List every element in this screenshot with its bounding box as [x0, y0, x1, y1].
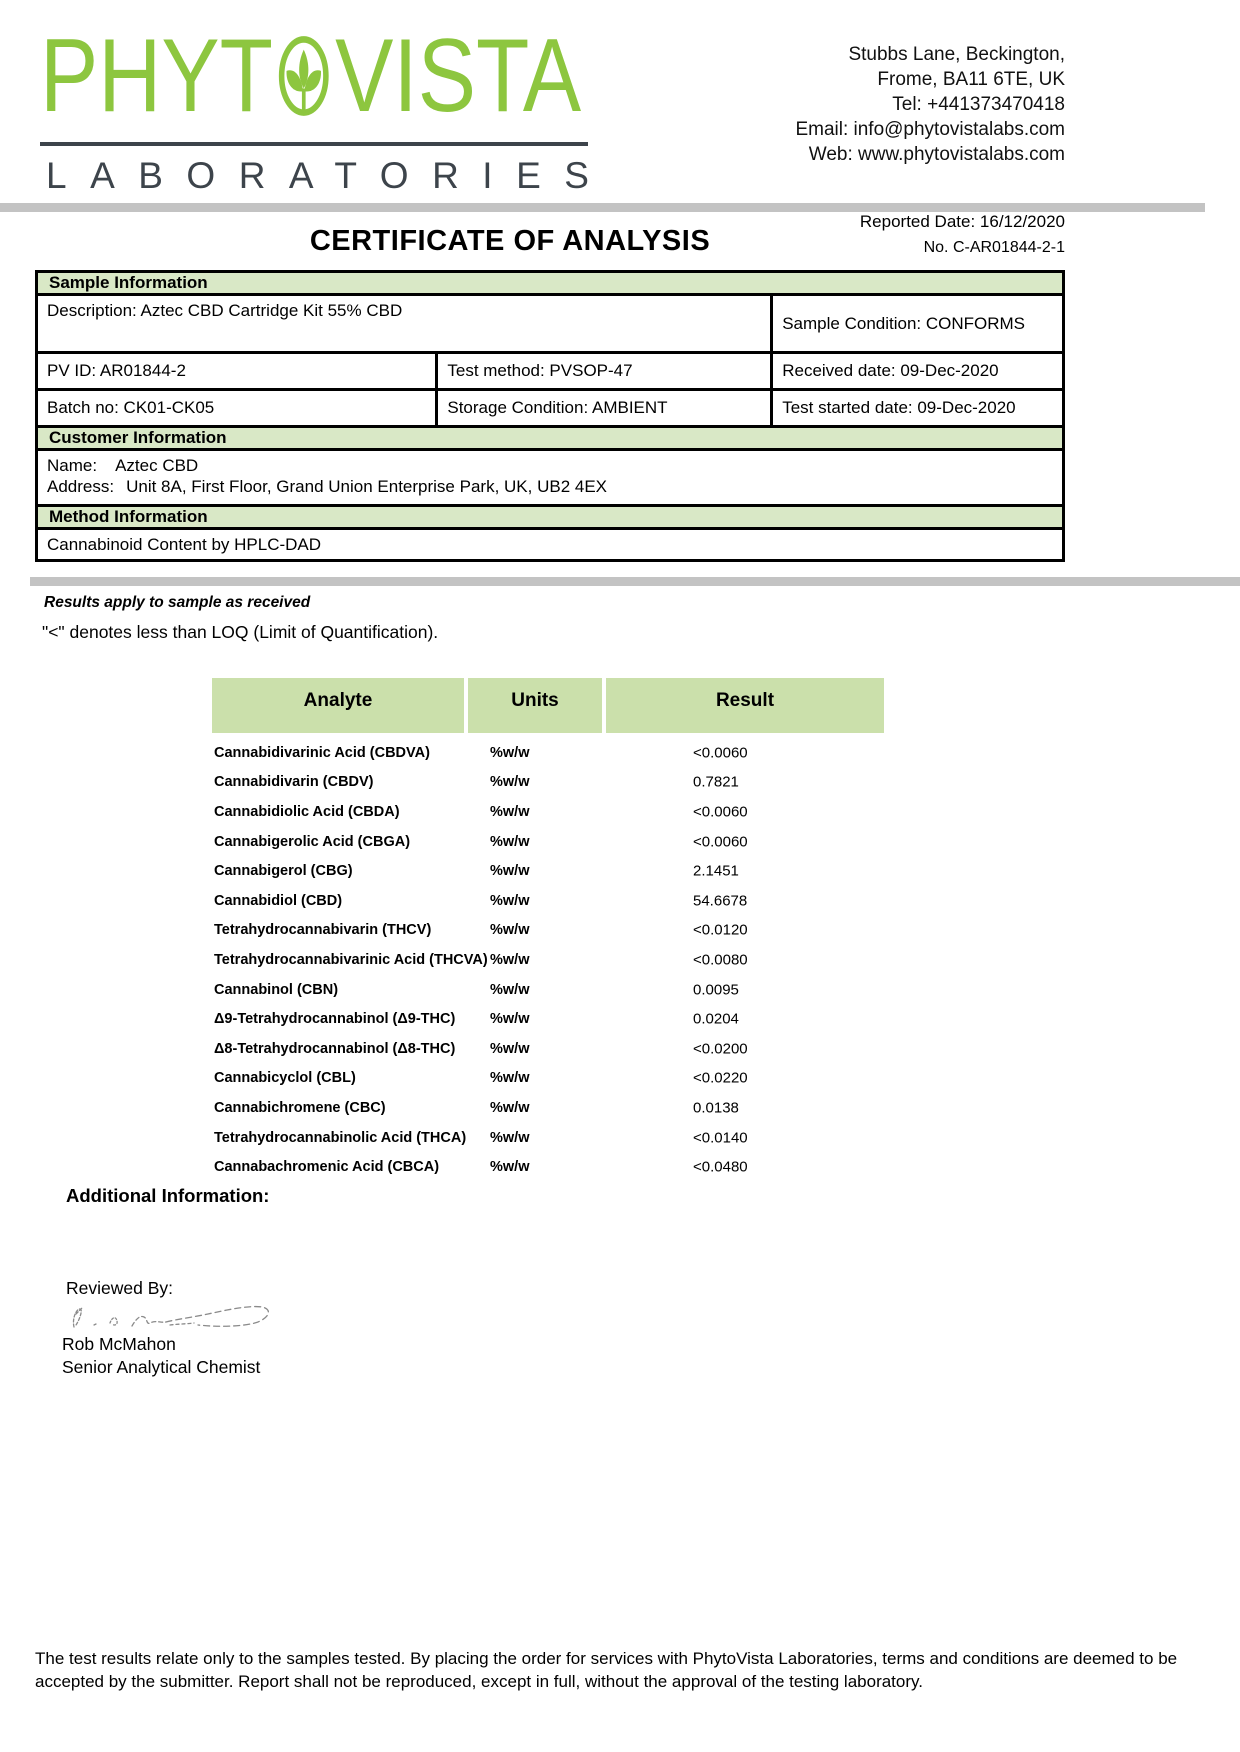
analyte-result: 0.0095	[693, 981, 739, 999]
table-row	[212, 1004, 884, 1034]
analyte-result: 54.6678	[693, 892, 748, 910]
lab-email: Email: info@phytovistalabs.com	[795, 119, 1065, 140]
analyte-units: %w/w	[490, 1011, 530, 1028]
analyte-units: %w/w	[490, 1040, 530, 1057]
analyte-result: <0.0480	[693, 1158, 748, 1176]
logo-text-phyt: PHYT	[40, 18, 273, 134]
analyte-units: %w/w	[490, 1129, 530, 1146]
analyte-name: Cannabidiol (CBD)	[214, 892, 343, 909]
reviewed-by-label: Reviewed By:	[66, 1278, 173, 1298]
analyte-name: Cannabigerol (CBG)	[214, 863, 353, 880]
customer-name-label: Name:	[47, 456, 98, 475]
logo-divider	[40, 142, 588, 146]
analyte-result: <0.0060	[693, 803, 748, 821]
reviewer-title: Senior Analytical Chemist	[62, 1357, 261, 1377]
table-row	[212, 975, 884, 1005]
additional-information-label: Additional Information:	[66, 1185, 270, 1206]
analyte-name: Cannabachromenic Acid (CBCA)	[214, 1159, 440, 1176]
results-table	[212, 678, 884, 1182]
column-header-result: Result	[606, 678, 884, 733]
table-row	[212, 738, 884, 768]
analyte-name: Δ8-Tetrahydrocannabinol (Δ8-THC)	[214, 1040, 456, 1057]
sample-information-header: Sample Information	[38, 273, 1062, 296]
analyte-result: 0.0204	[693, 1010, 739, 1028]
results-rows	[212, 738, 884, 1182]
method-information-header: Method Information	[38, 507, 1062, 530]
certificate-number: No. C-AR01844-2-1	[923, 239, 1065, 256]
table-row	[212, 1034, 884, 1064]
lab-address-line1: Stubbs Lane, Beckington,	[848, 44, 1065, 65]
sample-batch-row	[38, 391, 1062, 428]
analyte-result: <0.0080	[693, 951, 748, 969]
logo-subtitle: LABORATORIES	[46, 155, 613, 196]
analyte-name: Tetrahydrocannabinolic Acid (THCA)	[214, 1129, 467, 1146]
analyte-units: %w/w	[490, 922, 530, 939]
reviewer-name: Rob McMahon	[62, 1334, 176, 1354]
logo-text-vista: VISTA	[335, 18, 582, 134]
customer-details-row	[38, 451, 1062, 507]
analyte-units: %w/w	[490, 744, 530, 761]
customer-name	[47, 456, 1053, 476]
lab-tel: Tel: +441373470418	[892, 94, 1065, 115]
analyte-units: %w/w	[490, 892, 530, 909]
phytovista-logo	[40, 18, 613, 197]
table-row	[212, 1064, 884, 1094]
analyte-result: <0.0060	[693, 833, 748, 851]
results-apply-note: Results apply to sample as received	[44, 594, 311, 611]
customer-address-value: Unit 8A, First Floor, Grand Union Enterprise Park, UK, UB2 4EX	[126, 477, 607, 496]
analyte-units: %w/w	[490, 1099, 530, 1116]
info-table	[35, 270, 1065, 562]
analyte-units: %w/w	[490, 833, 530, 850]
sample-description-row	[38, 296, 1062, 354]
customer-information-header: Customer Information	[38, 428, 1062, 451]
loq-note: "<" denotes less than LOQ (Limit of Quantification).	[42, 622, 439, 642]
analyte-result: 2.1451	[693, 862, 739, 880]
sample-condition: Sample Condition: CONFORMS	[782, 313, 1026, 333]
sample-ids-row	[38, 354, 1062, 391]
analyte-name: Tetrahydrocannabivarin (THCV)	[214, 922, 432, 939]
lab-web: Web: www.phytovistalabs.com	[808, 144, 1065, 165]
method-description: Cannabinoid Content by HPLC-DAD	[47, 534, 322, 554]
results-table-header	[212, 678, 884, 733]
analyte-result: <0.0200	[693, 1040, 748, 1058]
sample-description: Description: Aztec CBD Cartridge Kit 55% CBD	[38, 296, 773, 351]
customer-name-value: Aztec CBD	[115, 456, 199, 475]
analyte-result: <0.0060	[693, 744, 748, 762]
table-row	[212, 1123, 884, 1153]
analyte-result: <0.0140	[693, 1129, 748, 1147]
lab-address-line2: Frome, BA11 6TE, UK	[877, 69, 1065, 90]
analyte-name: Cannabinol (CBN)	[214, 981, 339, 998]
reported-date: Reported Date: 16/12/2020	[859, 212, 1065, 231]
analyte-name: Δ9-Tetrahydrocannabinol (Δ9-THC)	[214, 1011, 456, 1028]
analyte-units: %w/w	[490, 951, 530, 968]
leaf-icon	[276, 30, 331, 134]
table-row	[212, 797, 884, 827]
analyte-result: 0.0138	[693, 1099, 739, 1117]
analyte-result: 0.7821	[693, 773, 739, 791]
analyte-name: Cannabidivarinic Acid (CBDVA)	[214, 744, 430, 761]
header-divider-bar	[0, 203, 1205, 212]
table-row	[212, 886, 884, 916]
analyte-name: Tetrahydrocannabivarinic Acid (THCVA)	[214, 951, 488, 968]
customer-address-label: Address:	[47, 477, 115, 496]
table-row	[212, 856, 884, 886]
batch-no: Batch no: CK01-CK05	[38, 391, 438, 425]
column-header-units: Units	[468, 678, 602, 733]
table-divider-bar	[30, 577, 1240, 586]
table-row	[212, 768, 884, 798]
received-date: Received date: 09-Dec-2020	[782, 361, 999, 380]
analyte-units: %w/w	[490, 863, 530, 880]
analyte-name: Cannabidiolic Acid (CBDA)	[214, 803, 400, 820]
analyte-name: Cannabichromene (CBC)	[214, 1099, 386, 1116]
analyte-units: %w/w	[490, 1159, 530, 1176]
analyte-units: %w/w	[490, 1070, 530, 1087]
footer-disclaimer: The test results relate only to the samples tested. By placing the order for services with PhytoVista Laboratories, terms and conditions are deemed to be accepted by the submitter. Report shall not be reproduced, except in full, without the approval of the testing laboratory.	[35, 1649, 1178, 1691]
analyte-result: <0.0220	[693, 1069, 748, 1087]
analyte-name: Cannabigerolic Acid (CBGA)	[214, 833, 411, 850]
table-row	[212, 1152, 884, 1182]
lab-contact-block	[795, 42, 1065, 167]
analyte-units: %w/w	[490, 803, 530, 820]
table-row	[212, 945, 884, 975]
logo-wordmark	[40, 18, 582, 134]
analyte-name: Cannabidivarin (CBDV)	[214, 774, 374, 791]
table-row	[212, 916, 884, 946]
analyte-units: %w/w	[490, 774, 530, 791]
storage-condition: Storage Condition: AMBIENT	[438, 391, 773, 425]
column-header-analyte: Analyte	[212, 678, 464, 733]
table-row	[212, 827, 884, 857]
pv-id: PV ID: AR01844-2	[38, 354, 438, 388]
certificate-title: CERTIFICATE OF ANALYSIS	[309, 225, 711, 257]
analyte-units: %w/w	[490, 981, 530, 998]
customer-address	[47, 477, 1053, 497]
table-row	[212, 1093, 884, 1123]
analyte-name: Cannabicyclol (CBL)	[214, 1070, 356, 1087]
test-method: Test method: PVSOP-47	[438, 354, 773, 388]
analyte-result: <0.0120	[693, 921, 748, 939]
test-started-date: Test started date: 09-Dec-2020	[782, 398, 1016, 417]
